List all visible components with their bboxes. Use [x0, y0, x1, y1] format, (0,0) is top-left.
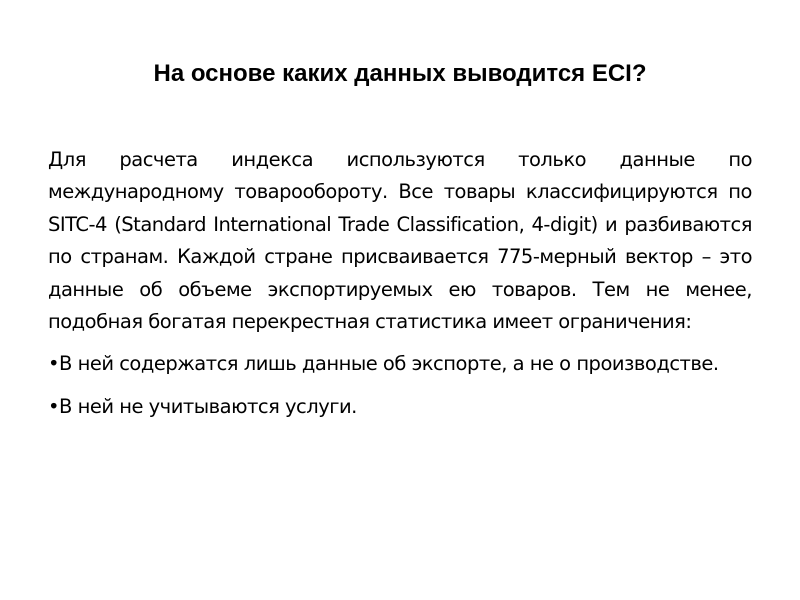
bullet-item-export: •В ней содержатся лишь данные об экспорте, а не о производстве.	[48, 352, 719, 376]
slide-body	[48, 144, 752, 423]
slide-title: На основе каких данных выводится ECI?	[153, 60, 647, 87]
bullet-list	[48, 348, 752, 423]
bullet-item-services: •В ней не учитываются услуги.	[48, 394, 357, 418]
body-paragraph: Для расчета индекса используются только данные по международному товарообороту. Все товары классифицируются по SITC-4 (Standard International Trade Classification, 4-digit) и разбиваются по странам. Каждой стране присваивается 775-мерный вектор – это данные об объеме экспортируемых ею товаров. Тем не менее, подобная богатая перекрестная статистика имеет ограничения:	[48, 148, 752, 334]
